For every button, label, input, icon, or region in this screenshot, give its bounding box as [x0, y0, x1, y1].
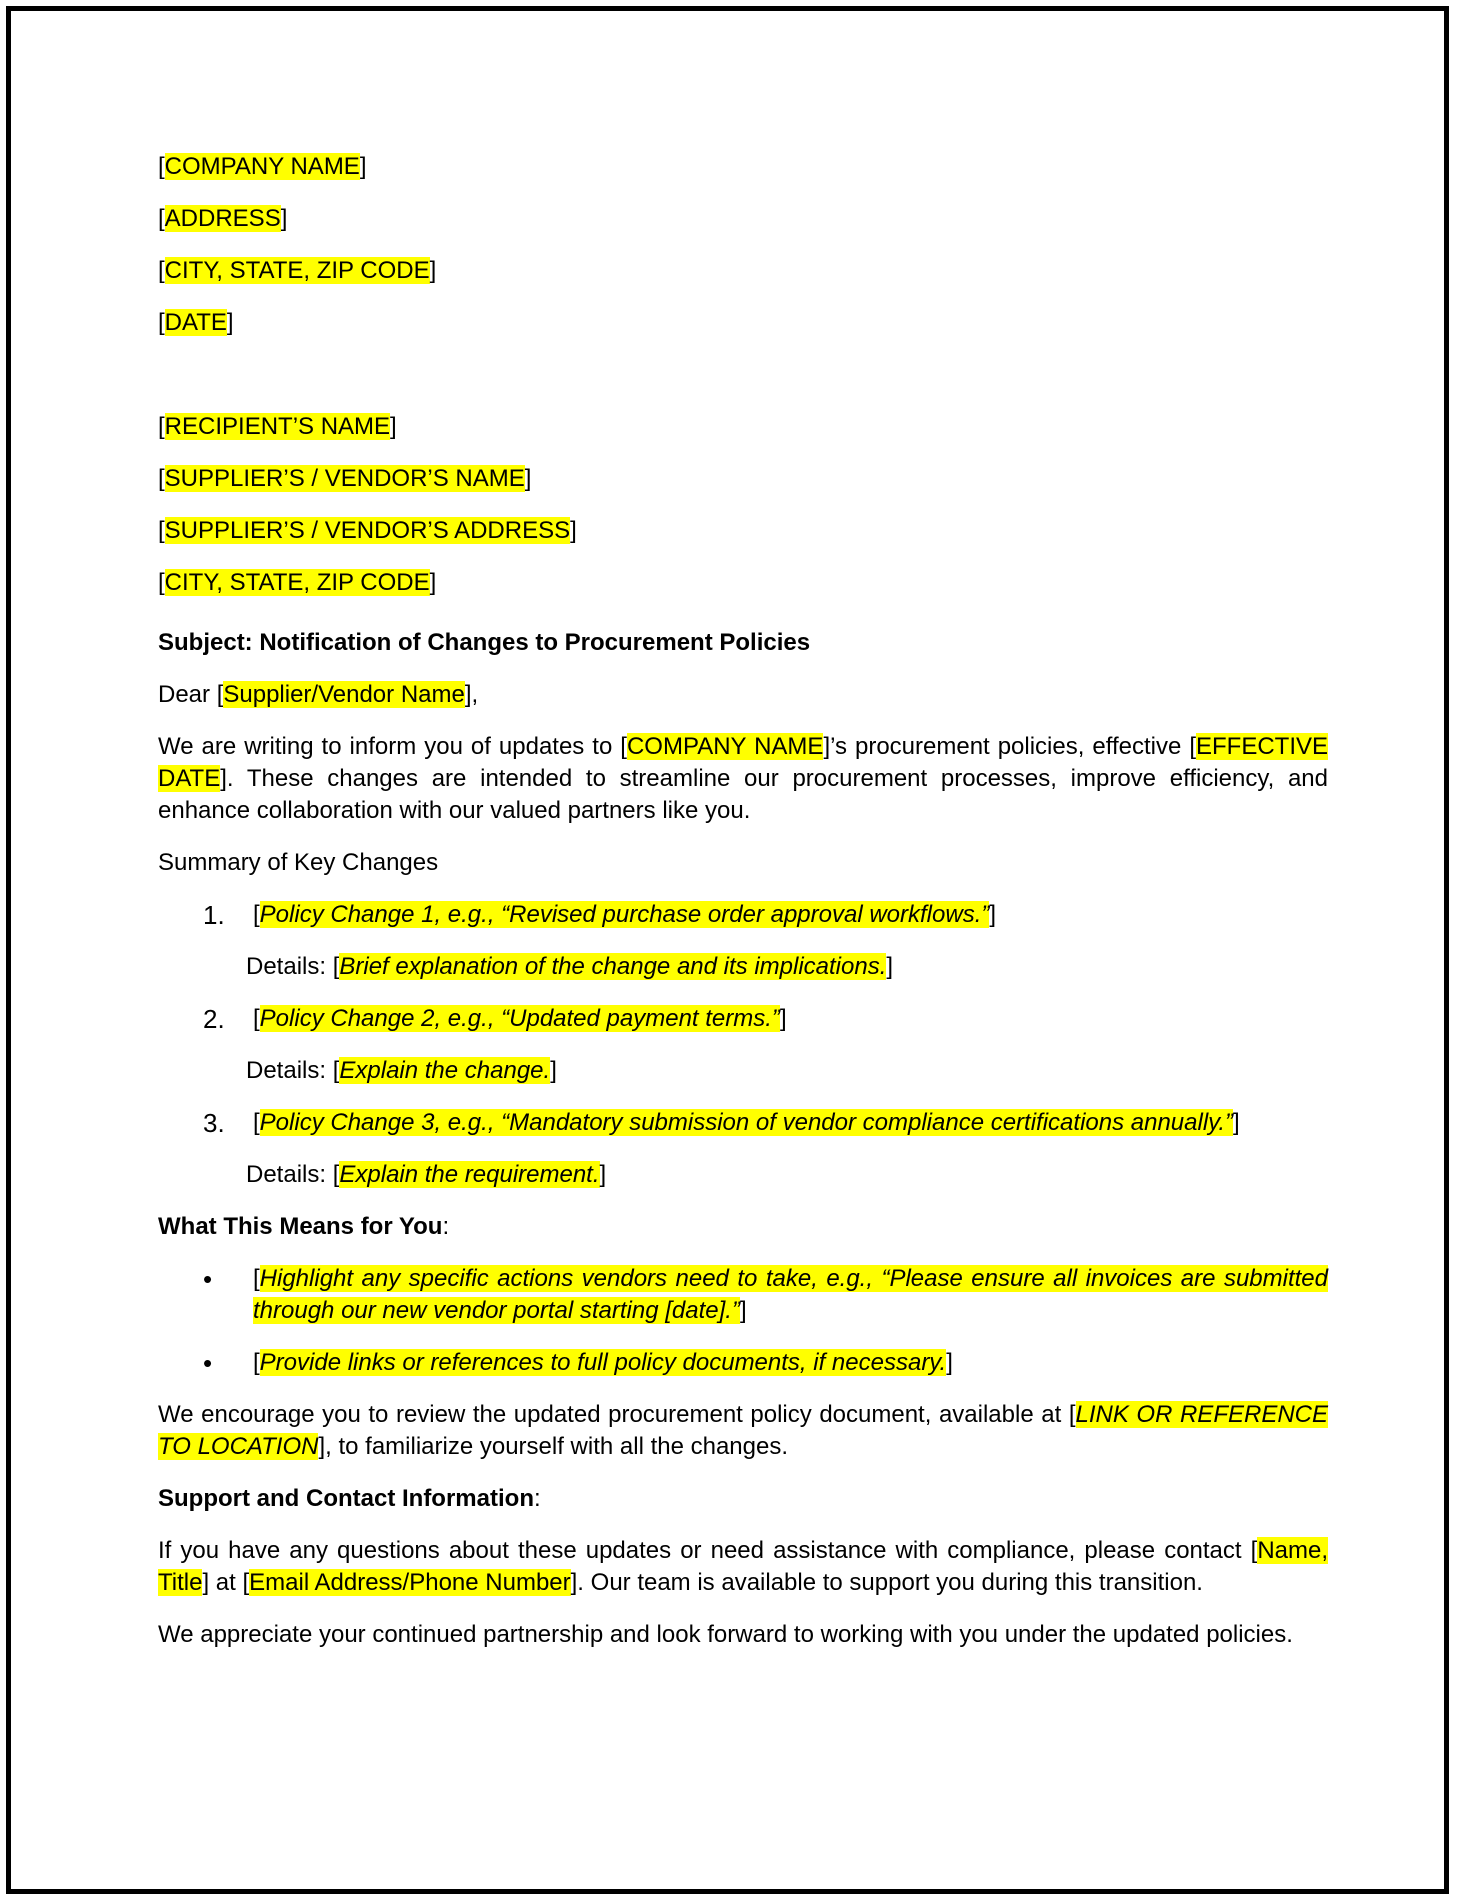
subject-line: Subject: Notification of Changes to Procurement Policies [158, 629, 811, 656]
support-text-3: ]. Our team is available to support you during this transition. [570, 1569, 1203, 1596]
encourage-paragraph [158, 1399, 1328, 1463]
change-details: Details: [Brief explanation of the change and its implications.] [246, 953, 894, 980]
means-placeholder: Provide links or references to full policy documents, if necessary. [259, 1349, 947, 1376]
recipient-vendor-name-placeholder: SUPPLIER’S / VENDOR’S NAME [164, 465, 525, 492]
recipient-vendor-name-line: [SUPPLIER’S / VENDOR’S NAME] [158, 465, 532, 492]
means-item: • [Provide links or references to full policy documents, if necessary.] [203, 1348, 953, 1378]
recipient-name-placeholder: RECIPIENT’S NAME [164, 413, 391, 440]
sender-date-line: [DATE] [158, 309, 234, 336]
support-paragraph [158, 1535, 1328, 1599]
change-number: 1. [203, 900, 225, 930]
greeting [158, 679, 1328, 711]
intro-date-placeholder: EFFECTIVE DATE [158, 733, 1329, 792]
details-label: Details: [ [246, 1057, 340, 1084]
change-number: 2. [203, 1004, 225, 1034]
greeting-name-placeholder: Supplier/Vendor Name [223, 681, 465, 708]
summary-heading: Summary of Key Changes [158, 849, 439, 876]
support-text-1: If you have any questions about these updates or need assistance with compliance, please contact [ [158, 1537, 1258, 1564]
recipient-city-placeholder: CITY, STATE, ZIP CODE [164, 569, 430, 596]
encourage-link-placeholder: LINK OR REFERENCE TO LOCATION [158, 1401, 1328, 1460]
recipient-city-line: [CITY, STATE, ZIP CODE] [158, 569, 437, 596]
sender-company-line: [COMPANY NAME] [158, 153, 367, 180]
sender-address-line: [ADDRESS] [158, 205, 288, 232]
support-heading: Support and Contact Information [158, 1485, 534, 1512]
page-frame [6, 6, 1449, 1894]
support-contact-info-placeholder: Email Address/Phone Number [249, 1569, 571, 1596]
intro-text-2: ]’s procurement policies, effective [ [823, 733, 1196, 760]
change-number: 3. [203, 1108, 225, 1138]
means-item: • [Highlight any specific actions vendors need to take, e.g., “Please ensure all invoices are submitted through our new vendor portal starting [date].”] [203, 1264, 1328, 1324]
means-placeholder: Highlight any specific actions vendors need to take, e.g., “Please ensure all invoices are submitted through our new vendor portal starting [date].” [253, 1265, 1328, 1324]
details-label: Details: [ [246, 953, 340, 980]
support-heading-line [158, 1483, 1328, 1515]
bullet-icon: • [203, 1348, 213, 1378]
means-list [158, 1263, 1328, 1379]
change-policy-placeholder: Policy Change 1, e.g., “Revised purchase order approval workflows.” [259, 901, 990, 928]
closing-paragraph: We appreciate your continued partnership and look forward to working with you under the updated policies. [158, 1621, 1293, 1648]
support-contact-name-placeholder: Name, Title [158, 1537, 1328, 1596]
details-placeholder: Explain the requirement. [339, 1161, 600, 1188]
means-heading: What This Means for You [158, 1213, 443, 1240]
change-item: 3. [Policy Change 3, e.g., “Mandatory submission of vendor compliance certifications annually.”] Details: [Explain the requirement.] [158, 1107, 1328, 1191]
encourage-text-1: We encourage you to review the updated procurement policy document, available at [ [158, 1401, 1076, 1428]
encourage-text-2: ], to familiarize yourself with all the changes. [318, 1433, 789, 1460]
support-colon: : [533, 1485, 541, 1512]
sender-address-placeholder: ADDRESS [164, 205, 281, 232]
sender-city-placeholder: CITY, STATE, ZIP CODE [164, 257, 430, 284]
sender-date-placeholder: DATE [164, 309, 227, 336]
sender-company-placeholder: COMPANY NAME [164, 153, 360, 180]
change-details: Details: [Explain the requirement.] [246, 1161, 607, 1188]
means-colon: : [442, 1213, 450, 1240]
sender-city-line: [CITY, STATE, ZIP CODE] [158, 257, 437, 284]
bullet-icon: • [203, 1264, 213, 1294]
recipient-vendor-address-placeholder: SUPPLIER’S / VENDOR’S ADDRESS [164, 517, 571, 544]
details-placeholder: Brief explanation of the change and its implications. [339, 953, 887, 980]
recipient-name-line: [RECIPIENT’S NAME] [158, 413, 397, 440]
support-text-2: ] at [ [202, 1569, 250, 1596]
change-policy-placeholder: Policy Change 2, e.g., “Updated payment terms.” [259, 1005, 780, 1032]
intro-text-1: We are writing to inform you of updates to [ [158, 733, 627, 760]
greeting-suffix: ], [464, 681, 479, 708]
recipient-vendor-address-line: [SUPPLIER’S / VENDOR’S ADDRESS] [158, 517, 577, 544]
changes-list [158, 899, 1328, 1191]
intro-company-placeholder: COMPANY NAME [626, 733, 824, 760]
greeting-prefix: Dear [ [158, 681, 224, 708]
change-item: 1. [Policy Change 1, e.g., “Revised purchase order approval workflows.”] Details: [Brief explanation of the change and its implications.] [158, 899, 1328, 983]
change-details: Details: [Explain the change.] [246, 1057, 557, 1084]
change-policy-placeholder: Policy Change 3, e.g., “Mandatory submission of vendor compliance certifications annually.” [259, 1109, 1234, 1136]
means-heading-line [158, 1211, 1328, 1243]
details-placeholder: Explain the change. [339, 1057, 551, 1084]
address-spacer [158, 359, 1328, 411]
details-label: Details: [ [246, 1161, 340, 1188]
letter-body [158, 151, 1328, 1671]
intro-text-3: ]. These changes are intended to streamline our procurement processes, improve efficiency, and enhance collaboration with our valued partners like you. [158, 765, 1328, 824]
intro-paragraph [158, 731, 1328, 827]
change-item: 2. [Policy Change 2, e.g., “Updated payment terms.”] Details: [Explain the change.] [158, 1003, 1328, 1087]
